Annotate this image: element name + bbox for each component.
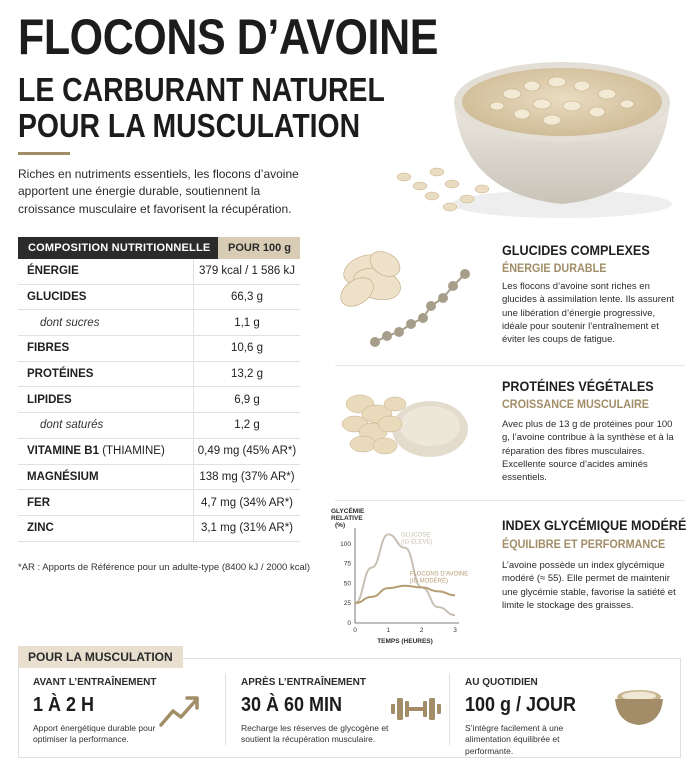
usage-section-tag: POUR LA MUSCULATION: [18, 646, 183, 668]
panel-subtitle: ÉQUILIBRE ET PERFORMANCE: [502, 537, 666, 551]
series-label: GLUCOSE: [401, 532, 431, 539]
row-label: LIPIDES: [27, 393, 72, 406]
usage-value: 1 À 2 H: [33, 694, 95, 716]
row-value: 1,2 g: [193, 413, 300, 438]
usage-after: [241, 677, 391, 747]
row-value: 1,1 g: [193, 310, 300, 335]
title-rule: [18, 152, 70, 155]
y-tick-label: 50: [343, 580, 351, 588]
row-value: 6,9 g: [193, 387, 300, 412]
row-label: GLUCIDES: [27, 291, 87, 304]
panel-subtitle: ÉNERGIE DURABLE: [502, 261, 607, 275]
usage-label: AU QUOTIDIEN: [465, 677, 538, 688]
panel-divider: [335, 365, 685, 366]
series-label: (IG ÉLEVÉ): [401, 539, 433, 546]
panel-title: GLUCIDES COMPLEXES: [502, 242, 650, 258]
panel-proteines: [335, 368, 685, 498]
usage-desc: S’intègre facilement à une alimentation équilibrée et performante.: [465, 723, 564, 756]
row-label: ZINC: [27, 522, 54, 535]
usage-daily: [465, 677, 605, 756]
table-header-label: COMPOSITION NUTRITIONNELLE: [18, 237, 218, 259]
usage-label: AVANT L’ENTRAÎNEMENT: [33, 677, 157, 688]
page-subtitle-line2: POUR LA MUSCULATION: [18, 107, 361, 144]
panel-text: Avec plus de 13 g de protéines pour 100 g, l’avoine contribue à la synthèse et à la réparation des fibres musculaires. Excellente source d’acides aminés essentiels.: [502, 419, 674, 484]
panel-text-a: L’avoine possède un index glycémique modéré (≈ 55).: [502, 560, 665, 585]
x-axis-label: TEMPS (HEURES): [377, 638, 433, 645]
panel-index-glycemique: [331, 503, 687, 645]
row-label: [18, 445, 193, 457]
table-row: [18, 465, 300, 491]
usage-desc: Apport énergétique durable pour optimiser la performance.: [33, 723, 156, 745]
row-label: PROTÉINES: [27, 368, 94, 381]
table-row: [18, 336, 300, 362]
row-value: 13,2 g: [193, 362, 300, 387]
x-tick-label: 0: [353, 627, 357, 634]
y-tick-label: 0: [347, 620, 351, 627]
table-header-unit: POUR 100 g: [218, 237, 300, 259]
series-label: FLOCONS D’AVOINE: [409, 571, 469, 578]
row-value: 138 mg (37% AR*): [193, 465, 300, 490]
y-axis-label: GLYCÉMIE: [331, 508, 365, 515]
y-tick-label: 25: [343, 600, 351, 608]
table-row: [18, 259, 300, 285]
table-row: [18, 310, 300, 336]
usage-divider: [225, 673, 226, 745]
x-tick-label: 3: [453, 627, 457, 634]
table-row: [18, 362, 300, 388]
row-value: 3,1 mg (31% AR*): [193, 516, 300, 541]
oat-bowl-illustration: [392, 44, 692, 229]
page-subtitle-line1: LE CARBURANT NATUREL: [18, 71, 385, 108]
y-axis-label: RELATIVE: [331, 515, 363, 522]
row-label: dont saturés: [40, 419, 104, 432]
dumbbell-icon: [389, 695, 443, 723]
usage-section: [18, 658, 681, 758]
panel-title: PROTÉINES VÉGÉTALES: [502, 378, 654, 394]
x-tick-label: 2: [419, 627, 424, 634]
y-tick-label: 100: [340, 540, 351, 548]
table-row: [18, 413, 300, 439]
y-axis-label: (%): [335, 522, 346, 529]
usage-desc: Recharge les réserves de glycogène et soutient la récupération musculaire.: [241, 723, 389, 745]
oat-series-line: [355, 586, 455, 603]
table-footnote: *AR : Apports de Référence pour un adulte-type (8400 kJ / 2000 kcal): [18, 562, 311, 573]
row-value: 4,7 mg (34% AR*): [193, 490, 300, 515]
y-tick-label: 75: [343, 560, 351, 568]
row-label-extra: (THIAMINE): [102, 445, 165, 458]
panel-subtitle: CROISSANCE MUSCULAIRE: [502, 397, 650, 411]
row-value: 66,3 g: [193, 285, 300, 310]
row-label: MAGNÉSIUM: [27, 470, 99, 483]
usage-value: 30 À 60 MIN: [241, 694, 343, 716]
row-value: 10,6 g: [193, 336, 300, 361]
row-label-main: VITAMINE B1: [27, 445, 99, 458]
usage-value: 100 g / JOUR: [465, 694, 577, 716]
row-label: dont sucres: [40, 316, 100, 329]
table-row: [18, 490, 300, 516]
x-tick-label: 1: [386, 627, 391, 634]
panel-glucides: [335, 234, 685, 364]
usage-label: APRÈS L’ENTRAÎNEMENT: [241, 677, 367, 688]
panel-text: Les flocons d’avoine sont riches en glucides à assimilation lente. Ils assurent une libération d’énergie progressive, idéale pour soutenir l’entraînement et éviter les coups de fatigue.: [502, 281, 675, 346]
panel-text-b: Elle permet de maintenir une glycémie stable, favorise la satiété et limite le stockage des graisses.: [502, 573, 676, 611]
table-row: [18, 516, 300, 542]
table-header: [18, 237, 300, 259]
row-value: 0,49 mg (45% AR*): [193, 439, 300, 464]
panel-title: INDEX GLYCÉMIQUE MODÉRÉ: [502, 517, 687, 533]
oat-flour-illustration: [335, 374, 480, 474]
carb-chain-illustration: [335, 240, 480, 350]
row-label: FER: [27, 496, 50, 509]
page-title: FLOCONS D’AVOINE: [18, 9, 438, 65]
row-label: ÉNERGIE: [27, 265, 79, 278]
row-value: 379 kcal / 1 586 kJ: [193, 259, 300, 284]
usage-divider: [449, 673, 450, 745]
glycemic-chart: [325, 505, 485, 645]
trend-up-icon: [159, 693, 201, 729]
panel-text: [502, 559, 682, 612]
table-row: [18, 387, 300, 413]
nutrition-table: [18, 237, 300, 542]
row-label: FIBRES: [27, 342, 70, 355]
panel-divider: [335, 500, 685, 501]
table-row: [18, 439, 300, 465]
series-label: (IG MODÉRÉ): [409, 578, 449, 585]
intro-text: Riches en nutriments essentiels, les flocons d’avoine apportent une énergie durable, soutiennent la croissance musculaire et favorisent la récupération.: [18, 167, 299, 216]
table-row: [18, 285, 300, 311]
bowl-icon: [611, 683, 667, 729]
